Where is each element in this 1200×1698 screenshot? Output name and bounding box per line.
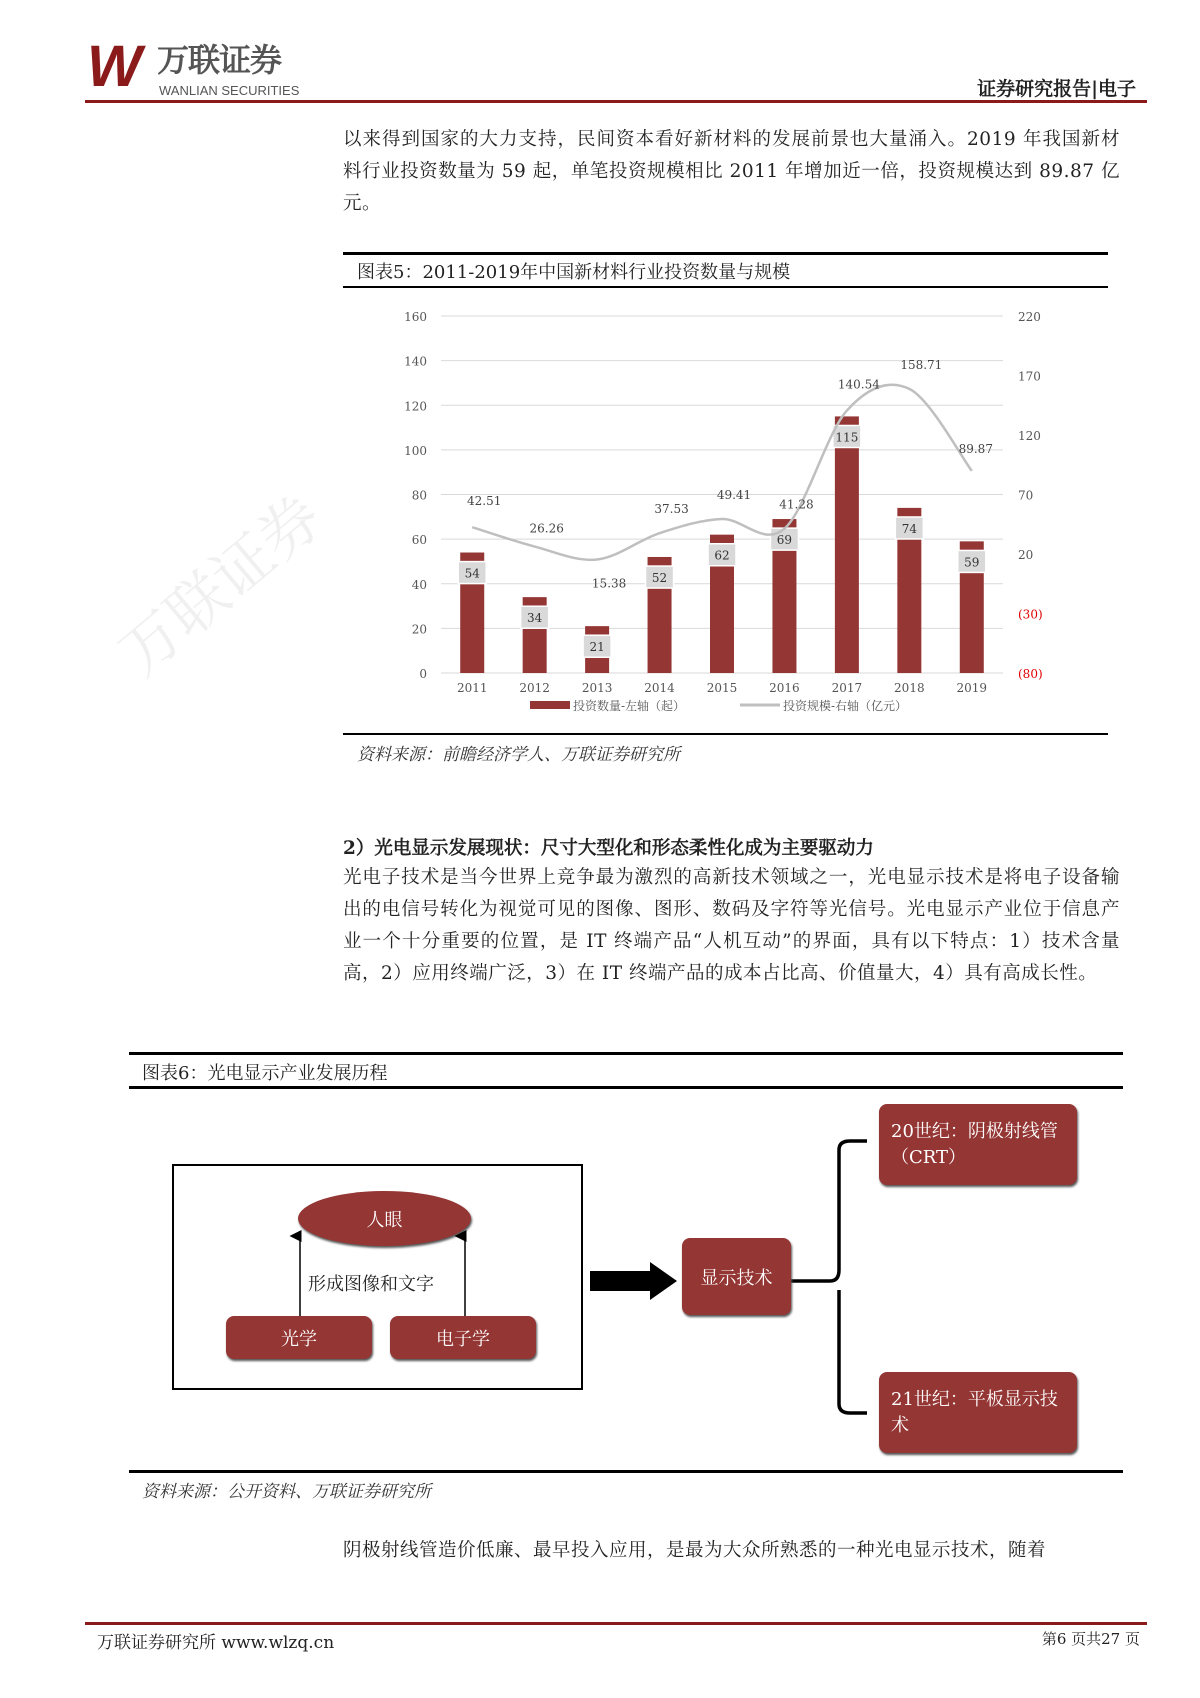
section-heading: 2）光电显示发展现状：尺寸大型化和形态柔性化成为主要驱动力 bbox=[343, 838, 874, 859]
left-tick-label: 20 bbox=[411, 622, 427, 637]
logo-mark: W bbox=[87, 34, 142, 99]
bar-data-label: 59 bbox=[964, 555, 980, 570]
legend-line-label: 投资规模-右轴（亿元） bbox=[783, 699, 908, 713]
left-tick-label: 0 bbox=[419, 667, 427, 681]
x-tick-label: 2012 bbox=[519, 681, 550, 695]
report-type: 证券研究报告|电子 bbox=[977, 78, 1136, 100]
bracket bbox=[791, 1141, 867, 1413]
left-tick-label: 100 bbox=[404, 443, 427, 458]
chart6-bottom-rule bbox=[129, 1470, 1123, 1473]
legend-bar-label: 投资数量-左轴（起） bbox=[573, 699, 686, 713]
left-tick-label: 40 bbox=[411, 577, 427, 592]
c20-node bbox=[879, 1104, 1077, 1185]
watermark: 万联证券 bbox=[106, 481, 336, 690]
footer-divider bbox=[85, 1622, 1147, 1625]
x-tick-label: 2018 bbox=[894, 681, 925, 695]
optics-node bbox=[226, 1316, 372, 1359]
electronics-label: 电子学 bbox=[436, 1328, 490, 1350]
bar-data-label: 62 bbox=[714, 548, 730, 563]
x-tick-label: 2011 bbox=[456, 681, 488, 695]
left-tick-label: 120 bbox=[404, 399, 427, 414]
bar-data-label: 115 bbox=[835, 430, 859, 445]
left-tick-label: 140 bbox=[404, 354, 427, 369]
chart6-source: 资料来源：公开资料、万联证券研究所 bbox=[142, 1482, 431, 1502]
display-tech-node bbox=[682, 1238, 791, 1315]
logo-en: WANLIAN SECURITIES bbox=[159, 83, 300, 98]
footer-page: 第6 页共27 页 bbox=[1041, 1630, 1140, 1648]
right-tick-label: (30) bbox=[1018, 607, 1043, 622]
x-tick-label: 2017 bbox=[831, 681, 863, 695]
x-tick-label: 2013 bbox=[581, 681, 613, 695]
line-data-label: 26.26 bbox=[529, 521, 564, 536]
footer-left: 万联证券研究所 www.wlzq.cn bbox=[97, 1633, 335, 1653]
bar-data-label: 34 bbox=[527, 611, 543, 626]
line-data-label: 42.51 bbox=[467, 494, 502, 509]
left-tick-label: 60 bbox=[411, 533, 427, 548]
right-tick-label: 70 bbox=[1018, 488, 1034, 503]
display-tech-label: 显示技术 bbox=[700, 1267, 773, 1289]
bar-data-label: 69 bbox=[776, 533, 793, 548]
chart5-title: 图表5：2011-2019年中国新材料行业投资数量与规模 bbox=[357, 262, 791, 283]
closing-paragraph: 阴极射线管造价低廉、最早投入应用，是最为大众所熟悉的一种光电显示技术，随着 bbox=[343, 1540, 1047, 1561]
line-data-label: 37.53 bbox=[654, 502, 689, 517]
line-data-label: 140.54 bbox=[837, 377, 880, 392]
x-tick-label: 2015 bbox=[706, 681, 738, 695]
big-arrow-icon bbox=[590, 1262, 677, 1300]
section-paragraph: 光电子技术是当今世界上竞争最为激烈的高新技术领域之一，光电显示技术是将电子设备输出的电信号转化为视觉可见的图像、图形、数码及字符等光信号。光电显示产业位于信息产业一个十分重要的位置，是 IT 终端产品“人机互动”的界面，具有以下特点：1）技术含量高，2）应用终端广泛，3）在 IT 终端产品的成本占比高、价值量大，4）具有高成长性。 bbox=[343, 867, 1120, 984]
logo-cn: 万联证券 bbox=[157, 41, 282, 79]
c20-label: 20世纪：阴极射线管（CRT） bbox=[891, 1120, 1058, 1168]
line-data-label: 89.87 bbox=[958, 441, 993, 456]
right-tick-label: 120 bbox=[1018, 429, 1041, 443]
line-data-label: 15.38 bbox=[591, 576, 627, 591]
eye-label: 人眼 bbox=[366, 1209, 403, 1231]
left-tick-label: 160 bbox=[404, 310, 427, 324]
right-tick-label: 220 bbox=[1018, 310, 1041, 324]
bar-data-label: 52 bbox=[651, 571, 668, 586]
right-tick-label: (80) bbox=[1018, 667, 1043, 681]
bar-data-label: 54 bbox=[464, 566, 480, 581]
c21-node bbox=[879, 1372, 1077, 1453]
line-data-label: 41.28 bbox=[779, 497, 814, 512]
bar-data-label: 21 bbox=[589, 640, 605, 655]
x-tick-label: 2019 bbox=[956, 681, 988, 695]
left-tick-label: 80 bbox=[411, 488, 427, 503]
intro-paragraph: 以来得到国家的大力支持，民间资本看好新材料的发展前景也大量涌入。2019 年我国新材料行业投资数量为 59 起，单笔投资规模相比 2011 年增加近一倍，投资规模达到 89.87 亿元。 bbox=[343, 129, 1120, 214]
line-data-label: 49.41 bbox=[716, 488, 752, 503]
image-text-label: 形成图像和文字 bbox=[308, 1274, 434, 1295]
electronics-node bbox=[390, 1316, 536, 1359]
line-data-label: 158.71 bbox=[900, 357, 943, 372]
chart6-title: 图表6：光电显示产业发展历程 bbox=[142, 1063, 388, 1084]
right-tick-label: 170 bbox=[1018, 369, 1041, 384]
bar-data-label: 74 bbox=[901, 521, 917, 536]
x-tick-label: 2014 bbox=[644, 681, 675, 695]
optics-label: 光学 bbox=[281, 1328, 317, 1350]
chart5-source: 资料来源：前瞻经济学人、万联证券研究所 bbox=[357, 745, 680, 765]
right-tick-label: 20 bbox=[1018, 548, 1034, 562]
c21-label: 21世纪：平板显示技术 bbox=[891, 1388, 1058, 1436]
x-tick-label: 2016 bbox=[769, 681, 800, 695]
